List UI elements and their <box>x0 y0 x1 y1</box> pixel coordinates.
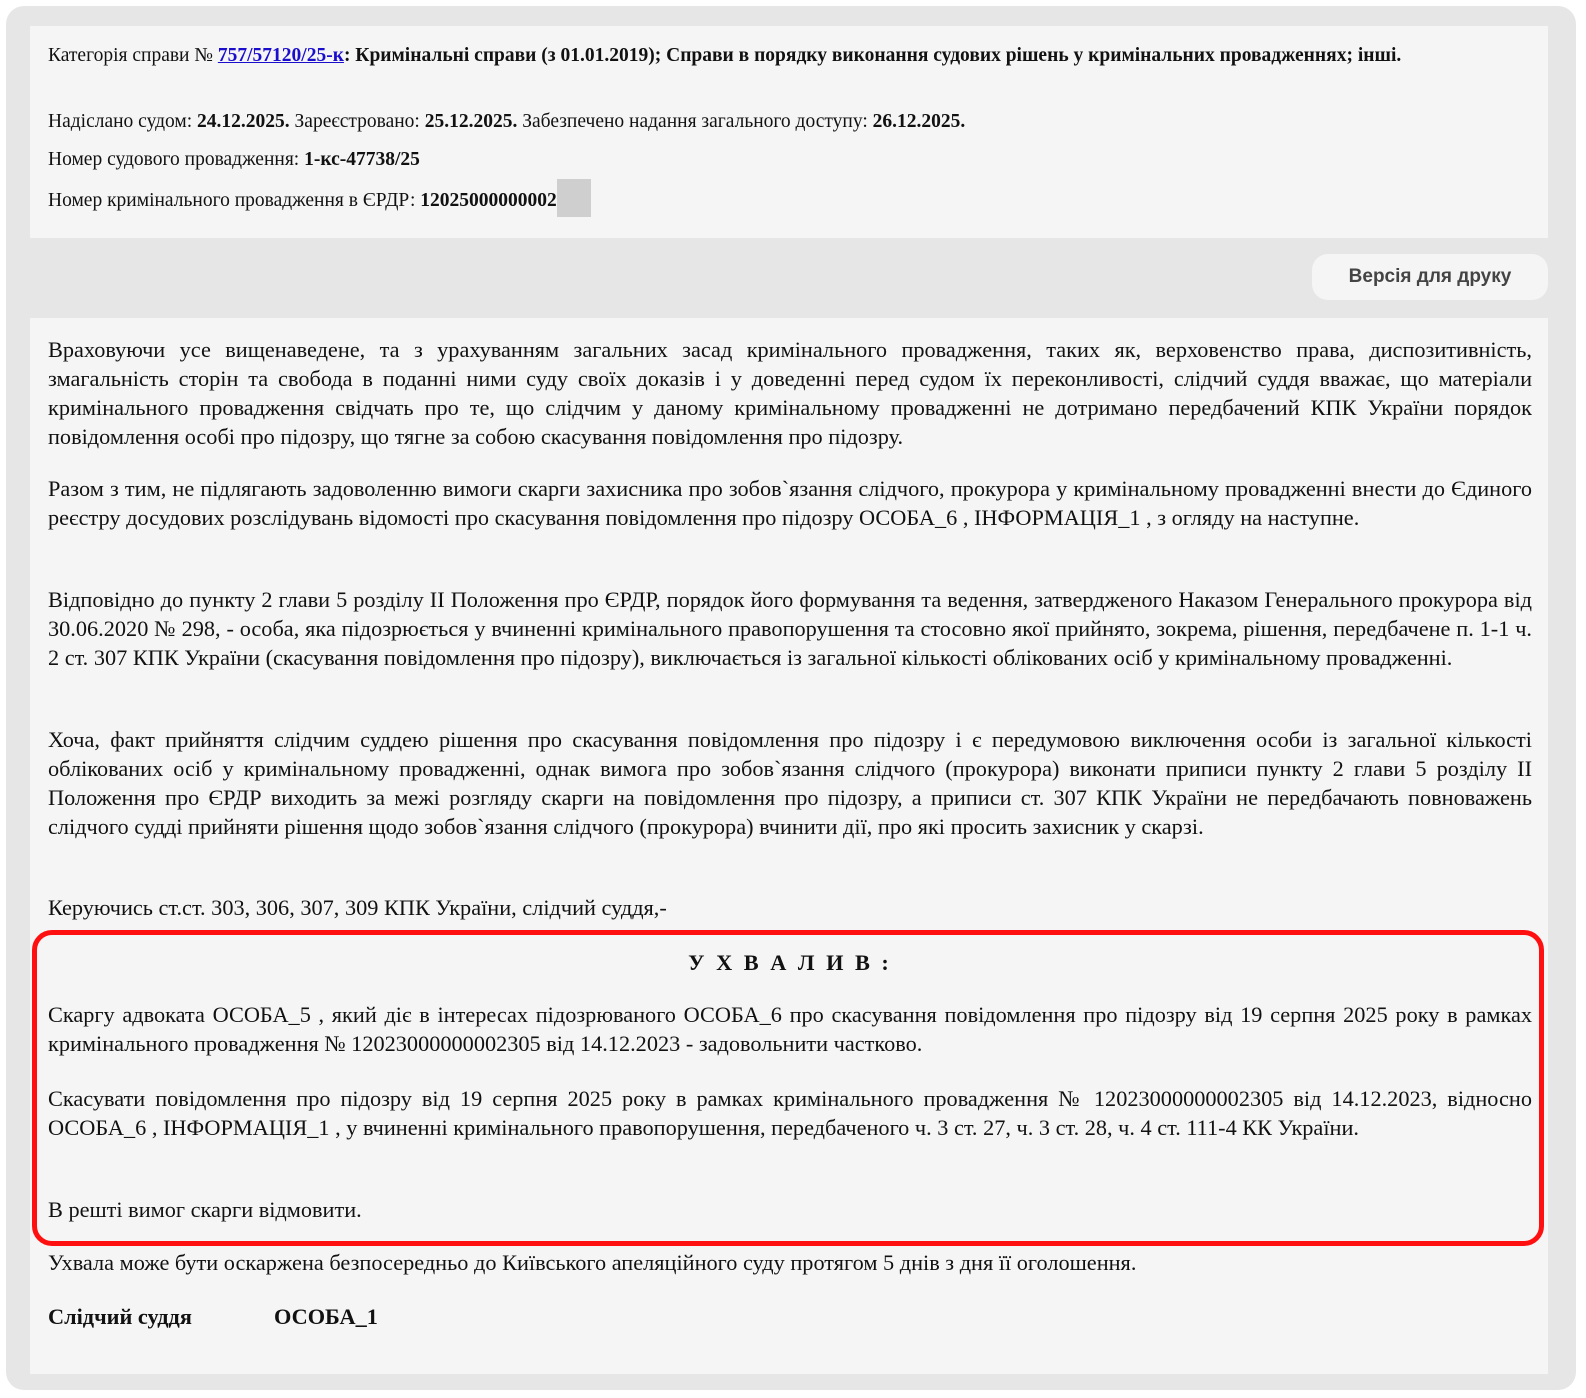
registered-label: Зареєстровано: <box>289 111 425 132</box>
case-metadata-panel <box>30 26 1548 238</box>
signature-name: ОСОБА_1 <box>274 1304 378 1329</box>
access-label: Забезпечено надання загального доступу: <box>517 111 873 132</box>
access-date: 26.12.2025. <box>872 111 966 132</box>
erdr-number: 12025000000002 <box>420 190 557 211</box>
paragraph-4: Хоча, факт прийняття слідчим суддею рішення про скасування повідомлення про підозру і є передумовою виключення особи із загальної кількості облікованих осіб у кримінальному провадженні, однак вимога про зобов`язання слідчого (прокурора) виконати приписи пункту 2 глави 5 розділу II Положення про ЄРДР виходить за межі розгляду скарги на повідомлення про підозру, а приписи ст. 307 КПК України не передбачають повноважень слідчого судді прийняти рішення щодо зобов`язання слідчого (прокурора) вчинити дії, про які просить захисник у скарзі. <box>48 727 1532 839</box>
redaction-block <box>557 179 591 217</box>
paragraph-1: Враховуючи усе вищенаведене, та з урахуванням загальних засад кримінального провадження, таких як, верховенство права, диспозитивність, змагальність сторін та свобода в поданні ними суду своїх доказів і у доведенні перед судом їх переконливості, слідчий суддя вважає, що матеріали кримінального провадження свідчать про те, що слідчим у даному кримінальному провадженні не дотримано передбачений КПК України порядок повідомлення особі про підозру, що тягне за собою скасування повідомлення про підозру. <box>48 337 1532 449</box>
paragraph-5: Керуючись ст.ст. 303, 306, 307, 309 КПК України, слідчий суддя,- <box>48 895 667 920</box>
paragraph-3: Відповідно до пункту 2 глави 5 розділу II Положення про ЄРДР, порядок його формування та ведення, затвердженого Наказом Генерального прокурора від 30.06.2020 № 298, - особа, яка підозрюється у вчиненні кримінального правопорушення та стосовно якої прийнято, зокрема, рішення, передбачене п. 1-1 ч. 2 ст. 307 КПК України (скасування повідомлення про підозру), виключається із загальної кількості облікованих осіб у кримінальному провадженні. <box>48 587 1532 670</box>
print-version-button[interactable]: Версія для друку <box>1312 254 1548 300</box>
case-category-line <box>48 40 1508 72</box>
ruling-heading: У Х В А Л И В : <box>688 950 892 975</box>
page-container <box>6 6 1576 1390</box>
category-value: : Кримінальні справи (з 01.01.2019); Справи в порядку виконання судових рішень у кримінальних провадженнях; інші. <box>343 45 1402 66</box>
paragraph-2: Разом з тим, не підлягають задоволенню вимоги скарги захисника про зобов`язання слідчого, прокурора у кримінальному провадженні внести до Єдиного реєстру досудових розслідувань відомості про скасування повідомлення про підозру ОСОБА_6 , ІНФОРМАЦІЯ_1 , з огляду на наступне. <box>48 476 1532 530</box>
document-body <box>30 318 1548 1374</box>
erdr-number-line <box>48 179 1508 217</box>
appeal-note: Ухвала може бути оскаржена безпосередньо до Київського апеляційного суду протягом 5 днів з дня її оголошення. <box>48 1250 1137 1275</box>
dates-line <box>48 106 1508 138</box>
ruling-paragraph-1: Скаргу адвоката ОСОБА_5 , який діє в інтересах підозрюваного ОСОБА_6 про скасування повідомлення про підозру від 19 серпня 2025 року в рамках кримінального провадження № 12023000000002305 від 14.12.2023 - задовольнити частково. <box>48 1002 1532 1056</box>
sent-label: Надіслано судом: <box>48 111 198 132</box>
ruling-paragraph-3: В решті вимог скарги відмовити. <box>48 1197 362 1222</box>
signature-label: Слідчий суддя <box>48 1304 192 1329</box>
proceeding-label: Номер судового провадження: <box>48 149 305 170</box>
ruling-paragraph-2: Скасувати повідомлення про підозру від 19 серпня 2025 року в рамках кримінального провадження № 12023000000002305 від 14.12.2023, відносно ОСОБА_6 , ІНФОРМАЦІЯ_1 , у вчиненні кримінального правопорушення, передбаченого ч. 3 ст. 27, ч. 3 ст. 28, ч. 4 ст. 111-4 КК України. <box>48 1086 1532 1140</box>
erdr-label: Номер кримінального провадження в ЄРДР: <box>48 190 421 211</box>
proceeding-number-line <box>48 144 1508 176</box>
case-number-link[interactable]: 757/57120/25-к <box>217 45 344 66</box>
sent-date: 24.12.2025. <box>197 111 290 132</box>
proceeding-number: 1-кс-47738/25 <box>304 149 420 170</box>
registered-date: 25.12.2025. <box>424 111 518 132</box>
category-label: Категорія справи № <box>48 45 218 66</box>
